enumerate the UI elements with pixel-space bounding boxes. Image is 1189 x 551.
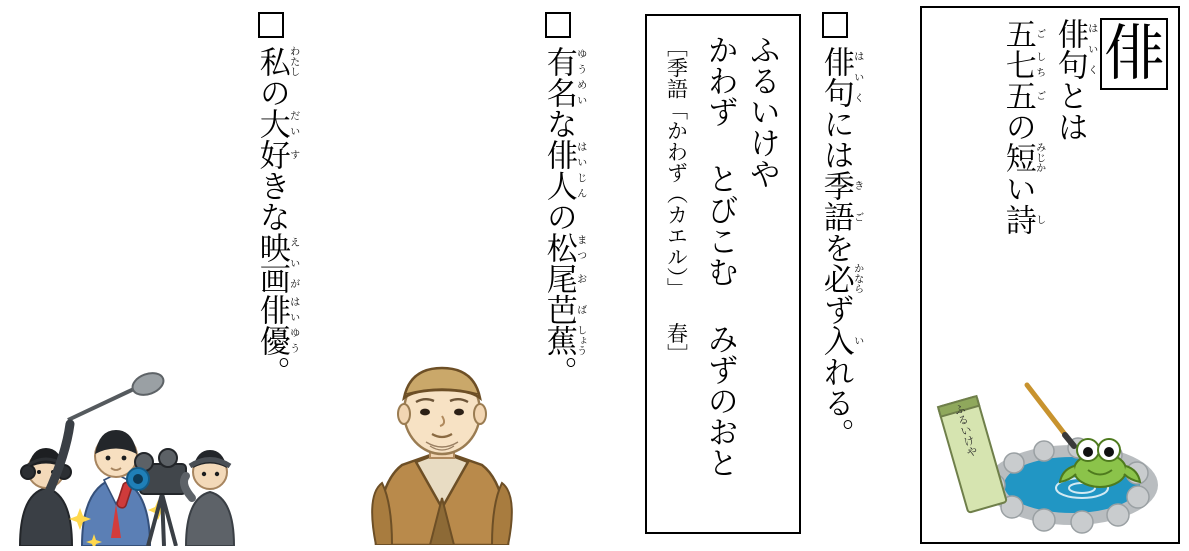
frog-pond-illustration bbox=[932, 345, 1172, 535]
svg-text:ふるいけや: ふるいけや bbox=[951, 402, 980, 459]
haiku-line-1: ふるいけや bbox=[743, 34, 780, 189]
title-kanji-box bbox=[1100, 18, 1168, 90]
definition-line-2-text: 五ご七しち五ごの短みじかい詩し bbox=[999, 18, 1045, 235]
favorite-actor-text: 私わたしの大だい好すきな映画えいが俳優はいゆう。 bbox=[253, 46, 299, 387]
checkbox-basho[interactable] bbox=[545, 12, 571, 38]
kigo-rule-text: 俳句はいくには季語きごを必かならず入いれる。 bbox=[817, 46, 863, 449]
film-crew-illustration bbox=[8, 358, 248, 546]
definition-line-1 bbox=[1052, 18, 1097, 142]
title-kanji: 俳 bbox=[1104, 19, 1164, 89]
haiku-kigo-note: ［季語「かわず（カエル）」 春］ bbox=[664, 36, 689, 365]
checkbox-kigo-rule[interactable] bbox=[822, 12, 848, 38]
basho-text: 有名ゆうめいな俳人はいじんの松まつ尾お芭ば蕉しょう。 bbox=[540, 46, 586, 387]
definition-line-2 bbox=[1000, 18, 1045, 235]
definition-line-1-text: 俳句はいくとは bbox=[1051, 18, 1097, 142]
haiku-line-2: かわず とびこむ みずのおと bbox=[701, 34, 738, 478]
checkbox-favorite-actor[interactable] bbox=[258, 12, 284, 38]
basho-portrait-illustration bbox=[352, 360, 532, 545]
